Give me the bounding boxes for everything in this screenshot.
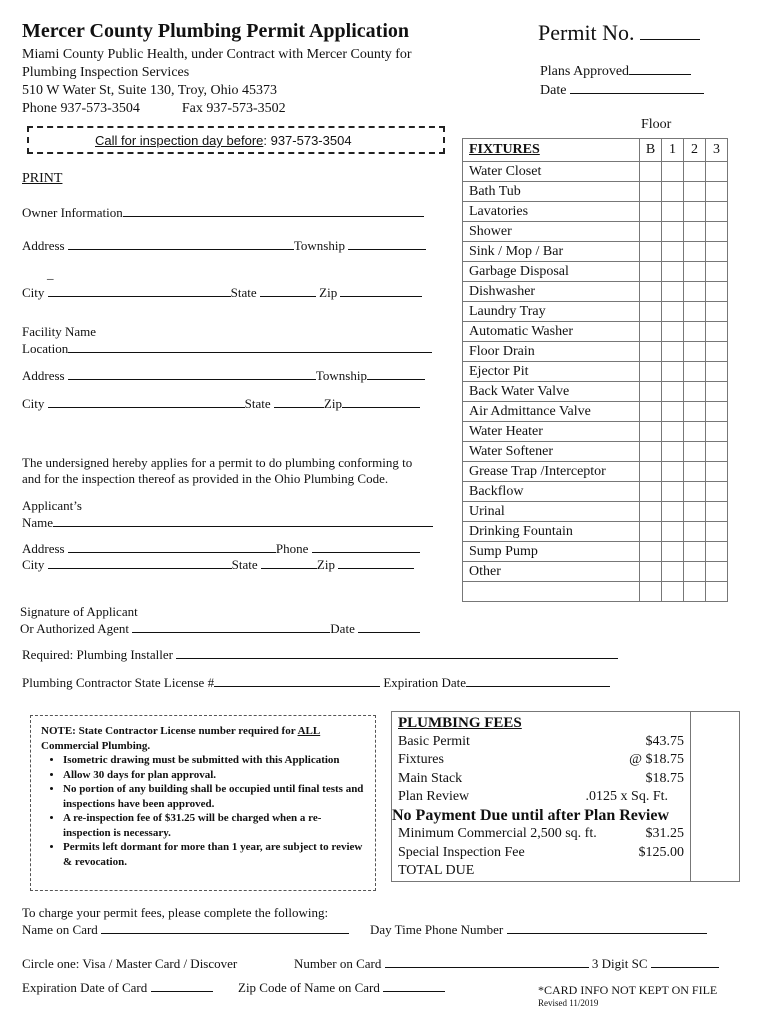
fixture-count-cell[interactable] <box>684 262 706 282</box>
fixture-count-cell[interactable] <box>684 582 706 602</box>
fixture-name: Water Softener <box>463 442 640 462</box>
fixture-name: Urinal <box>463 502 640 522</box>
fixture-name: Drinking Fountain <box>463 522 640 542</box>
fixture-count-cell[interactable] <box>662 402 684 422</box>
fixture-row <box>463 522 728 542</box>
license-expiration-field[interactable] <box>466 675 610 687</box>
fixture-name: Grease Trap /Interceptor <box>463 462 640 482</box>
fixture-count-cell[interactable] <box>640 402 662 422</box>
fixture-row <box>463 242 728 262</box>
note-bullet: • A re-inspection fee of $31.25 will be charged when a re-inspection is necessary. <box>63 811 367 840</box>
fixture-row <box>463 502 728 522</box>
fixture-name: Sink / Mop / Bar <box>463 242 640 262</box>
owner-info-row: Owner Information <box>22 205 424 221</box>
fixture-row <box>463 282 728 302</box>
facility-city-field[interactable] <box>48 396 245 408</box>
fixture-count-cell[interactable] <box>706 582 728 602</box>
floor-label: Floor <box>641 117 672 132</box>
fixture-count-cell[interactable] <box>640 322 662 342</box>
fixtures-header-row <box>463 139 728 162</box>
fixture-name: Garbage Disposal <box>463 262 640 282</box>
fixture-count-cell[interactable] <box>662 162 684 182</box>
facility-zip-field[interactable] <box>342 396 420 408</box>
fixture-count-cell[interactable] <box>706 522 728 542</box>
fixture-row <box>463 582 728 602</box>
fixture-count-cell[interactable] <box>640 242 662 262</box>
floor-column-header: B <box>640 139 662 162</box>
fixture-row <box>463 442 728 462</box>
day-phone-field[interactable] <box>507 922 707 934</box>
fee-plan-review: Plan Review .0125 x Sq. Ft. <box>398 789 668 804</box>
fixture-name <box>463 582 640 602</box>
license-field[interactable] <box>214 675 380 687</box>
fixture-count-cell[interactable] <box>662 302 684 322</box>
fixture-count-cell[interactable] <box>684 442 706 462</box>
signature-field[interactable] <box>132 621 330 633</box>
applicant-phone-field[interactable] <box>312 541 420 553</box>
fixture-count-cell[interactable] <box>662 522 684 542</box>
applicant-name-field[interactable] <box>53 515 433 527</box>
fixture-name: Sump Pump <box>463 542 640 562</box>
fixture-count-cell[interactable] <box>684 562 706 582</box>
fixture-count-cell[interactable] <box>640 482 662 502</box>
fixture-row <box>463 402 728 422</box>
facility-township-field[interactable] <box>367 368 425 380</box>
license-row: Plumbing Contractor State License # Expiration Date <box>22 675 610 691</box>
fixture-count-cell[interactable] <box>662 542 684 562</box>
approval-date: Date <box>540 82 704 99</box>
fixture-count-cell[interactable] <box>662 282 684 302</box>
fixture-count-cell[interactable] <box>684 462 706 482</box>
fixture-count-cell[interactable] <box>640 282 662 302</box>
note-box: NOTE: State Contractor License number required for ALL Commercial Plumbing. • Isometric drawing must be submitted with this Application • Allow 30 days for plan approval. • No portion of any building shall be occupied until final tests and inspections have been approved. • A re-inspection fee of $31.25 will be charged when a re-inspection is necessary. • Permits left dormant for more than 1 year, are subject to review & revocation. <box>30 715 376 891</box>
total-due: TOTAL DUE <box>398 863 475 878</box>
fixture-count-cell[interactable] <box>706 402 728 422</box>
fixture-count-cell[interactable] <box>662 562 684 582</box>
applicant-address-row: Address Phone <box>22 541 420 557</box>
fees-header: PLUMBING FEES <box>398 715 522 731</box>
facility-location-field[interactable] <box>68 341 432 353</box>
note-bullet: • Permits left dormant for more than 1 year, are subject to review & revocation. <box>63 840 367 869</box>
fixture-count-cell[interactable] <box>706 382 728 402</box>
fixture-count-cell[interactable] <box>684 222 706 242</box>
fee-basic-permit: Basic Permit $43.75 <box>398 733 684 749</box>
note-bullet: • Allow 30 days for plan approval. <box>63 768 367 783</box>
note-bullet: • No portion of any building shall be occupied until final tests and inspections have been approved. <box>63 782 367 811</box>
fixture-row <box>463 462 728 482</box>
fixture-count-cell[interactable] <box>684 522 706 542</box>
signature-date-field[interactable] <box>358 621 420 633</box>
fixture-count-cell[interactable] <box>684 362 706 382</box>
applicant-zip-field[interactable] <box>338 557 414 569</box>
facility-city-row: City State Zip <box>22 396 420 412</box>
fixture-count-cell[interactable] <box>640 462 662 482</box>
dash: _ <box>47 266 54 281</box>
fixture-count-cell[interactable] <box>640 382 662 402</box>
fixture-count-cell[interactable] <box>706 162 728 182</box>
fixture-row <box>463 222 728 242</box>
fixture-count-cell[interactable] <box>662 422 684 442</box>
note-bullet: • Isometric drawing must be submitted with this Application <box>63 753 367 768</box>
fixture-count-cell[interactable] <box>706 302 728 322</box>
fixture-count-cell[interactable] <box>662 482 684 502</box>
fixture-count-cell[interactable] <box>706 422 728 442</box>
fixture-count-cell[interactable] <box>706 502 728 522</box>
fixture-row <box>463 422 728 442</box>
fixture-count-cell[interactable] <box>662 462 684 482</box>
fixture-name: Dishwasher <box>463 282 640 302</box>
fixture-count-cell[interactable] <box>662 202 684 222</box>
owner-city-field[interactable] <box>48 285 231 297</box>
fixture-row <box>463 362 728 382</box>
floor-column-header: 1 <box>662 139 684 162</box>
fixture-count-cell[interactable] <box>706 322 728 342</box>
facility-address-row: Address Township <box>22 368 425 384</box>
fixture-count-cell[interactable] <box>640 362 662 382</box>
declaration: The undersigned hereby applies for a permit to do plumbing conforming to and for the inspection thereof as provided in the Ohio Plumbing Code. <box>22 455 413 486</box>
name-on-card-row: Name on Card <box>22 922 349 938</box>
fixture-count-cell[interactable] <box>640 442 662 462</box>
fixture-count-cell[interactable] <box>662 442 684 462</box>
fixtures-table <box>462 138 728 602</box>
fixture-count-cell[interactable] <box>640 562 662 582</box>
facility-address-field[interactable] <box>68 368 316 380</box>
fixture-count-cell[interactable] <box>662 382 684 402</box>
floor-column-header: 2 <box>684 139 706 162</box>
fixture-count-cell[interactable] <box>662 322 684 342</box>
fixture-count-cell[interactable] <box>640 162 662 182</box>
fixture-count-cell[interactable] <box>706 202 728 222</box>
fixture-count-cell[interactable] <box>706 562 728 582</box>
fixture-count-cell[interactable] <box>662 222 684 242</box>
fixture-count-cell[interactable] <box>684 322 706 342</box>
fixture-row <box>463 302 728 322</box>
call-inspection-box: Call for inspection day before: 937-573-3504 <box>27 126 445 154</box>
note-list <box>41 753 367 869</box>
fixture-row <box>463 202 728 222</box>
fixture-count-cell[interactable] <box>640 302 662 322</box>
fixture-name: Ejector Pit <box>463 362 640 382</box>
fixture-count-cell[interactable] <box>706 442 728 462</box>
fixture-count-cell[interactable] <box>684 202 706 222</box>
approval-date-field[interactable] <box>570 82 704 94</box>
security-code-field[interactable] <box>651 956 719 968</box>
fixture-count-cell[interactable] <box>684 342 706 362</box>
fixture-count-cell[interactable] <box>684 282 706 302</box>
fee-main-stack: Main Stack $18.75 <box>398 770 684 786</box>
plans-approved: Plans Approved <box>540 63 691 80</box>
fixture-count-cell[interactable] <box>640 582 662 602</box>
fixture-count-cell[interactable] <box>706 262 728 282</box>
fixture-row <box>463 322 728 342</box>
fixture-count-cell[interactable] <box>640 422 662 442</box>
card-expiration-field[interactable] <box>151 980 213 992</box>
owner-info-field[interactable] <box>123 205 424 217</box>
applicant-city-field[interactable] <box>48 557 232 569</box>
fixture-count-cell[interactable] <box>662 362 684 382</box>
fixture-count-cell[interactable] <box>662 582 684 602</box>
fixture-count-cell[interactable] <box>662 262 684 282</box>
fixture-name: Shower <box>463 222 640 242</box>
org-info: Miami County Public Health, under Contract with Mercer County for Plumbing Inspection Services 510 W Water St, Suite 130, Troy, Ohio 45373 Phone 937-573-3504 Fax 937-573-3502 <box>22 47 412 116</box>
fixture-count-cell[interactable] <box>706 482 728 502</box>
name-on-card-field[interactable] <box>101 922 349 934</box>
permit-no-label: Permit No. <box>538 20 700 46</box>
fees-table <box>391 711 740 882</box>
no-payment-note: No Payment Due until after Plan Review <box>392 806 669 824</box>
fixture-row <box>463 482 728 502</box>
fixtures-header: FIXTURES <box>463 139 640 162</box>
fixture-count-cell[interactable] <box>640 182 662 202</box>
fixture-count-cell[interactable] <box>706 342 728 362</box>
owner-zip-field[interactable] <box>340 285 422 297</box>
fee-amount-column[interactable] <box>691 712 740 882</box>
fixture-row <box>463 342 728 362</box>
fixture-row <box>463 162 728 182</box>
fixture-name: Automatic Washer <box>463 322 640 342</box>
fixture-count-cell[interactable] <box>684 422 706 442</box>
card-number-field[interactable] <box>385 956 589 968</box>
fixture-name: Other <box>463 562 640 582</box>
card-type-options[interactable]: Circle one: Visa / Master Card / Discover <box>22 956 238 971</box>
fixture-count-cell[interactable] <box>640 522 662 542</box>
fixture-count-cell[interactable] <box>706 242 728 262</box>
fixture-count-cell[interactable] <box>662 502 684 522</box>
card-zip-row: Zip Code of Name on Card <box>238 980 445 996</box>
card-number-row: Number on Card 3 Digit SC <box>294 956 719 972</box>
fixture-name: Laundry Tray <box>463 302 640 322</box>
installer-row: Required: Plumbing Installer <box>22 647 618 663</box>
fixture-name: Bath Tub <box>463 182 640 202</box>
payment-intro: To charge your permit fees, please complete the following: <box>22 905 329 920</box>
plans-approved-field[interactable] <box>629 63 691 75</box>
floor-column-header: 3 <box>706 139 728 162</box>
fee-min-commercial: Minimum Commercial 2,500 sq. ft. $31.25 <box>398 826 684 841</box>
fixture-name: Back Water Valve <box>463 382 640 402</box>
fixture-row <box>463 542 728 562</box>
applicant-address-field[interactable] <box>68 541 276 553</box>
fixture-row <box>463 182 728 202</box>
owner-state-field[interactable] <box>260 285 316 297</box>
fixture-row <box>463 562 728 582</box>
fixture-count-cell[interactable] <box>684 302 706 322</box>
owner-address-field[interactable] <box>68 238 294 250</box>
facility-state-field[interactable] <box>274 396 324 408</box>
fixture-count-cell[interactable] <box>640 502 662 522</box>
fixture-count-cell[interactable] <box>684 502 706 522</box>
fixture-count-cell[interactable] <box>662 182 684 202</box>
fixture-count-cell[interactable] <box>684 402 706 422</box>
fixture-count-cell[interactable] <box>662 342 684 362</box>
owner-township-field[interactable] <box>348 238 426 250</box>
fixture-row <box>463 382 728 402</box>
revised-date: Revised 11/2019 <box>538 998 599 1008</box>
applicant-name-row: Applicant’s Name <box>22 497 433 531</box>
fixture-count-cell[interactable] <box>640 262 662 282</box>
permit-no-field[interactable] <box>640 28 700 40</box>
fixture-count-cell[interactable] <box>706 362 728 382</box>
form-title: Mercer County Plumbing Permit Application <box>22 20 410 42</box>
fixture-count-cell[interactable] <box>706 542 728 562</box>
fixture-name: Water Closet <box>463 162 640 182</box>
installer-field[interactable] <box>176 647 618 659</box>
print-heading: PRINT <box>22 171 63 186</box>
fixture-name: Floor Drain <box>463 342 640 362</box>
applicant-state-field[interactable] <box>261 557 317 569</box>
fixture-count-cell[interactable] <box>706 182 728 202</box>
fixture-name: Air Admittance Valve <box>463 402 640 422</box>
fixture-count-cell[interactable] <box>684 162 706 182</box>
fixture-count-cell[interactable] <box>640 542 662 562</box>
fixture-count-cell[interactable] <box>684 182 706 202</box>
fixture-row <box>463 262 728 282</box>
fixture-count-cell[interactable] <box>706 222 728 242</box>
fee-special-inspection: Special Inspection Fee $125.00 <box>398 844 684 860</box>
card-zip-field[interactable] <box>383 980 445 992</box>
fixture-name: Water Heater <box>463 422 640 442</box>
day-phone-row: Day Time Phone Number <box>370 922 707 938</box>
owner-address-row: Address Township <box>22 238 426 254</box>
fixture-count-cell[interactable] <box>684 542 706 562</box>
fixture-count-cell[interactable] <box>684 382 706 402</box>
fixture-count-cell[interactable] <box>640 222 662 242</box>
card-info-note: *CARD INFO NOT KEPT ON FILE <box>538 983 718 997</box>
card-expiration-row: Expiration Date of Card <box>22 980 213 996</box>
fixture-count-cell[interactable] <box>640 202 662 222</box>
facility-row: Facility Name Location <box>22 323 432 357</box>
fixture-count-cell[interactable] <box>684 242 706 262</box>
fixture-count-cell[interactable] <box>706 462 728 482</box>
fixture-name: Backflow <box>463 482 640 502</box>
signature-row: Signature of Applicant Or Authorized Agent Date <box>20 603 420 637</box>
fee-fixtures: Fixtures @ $18.75 <box>398 752 684 767</box>
applicant-city-row: City State Zip <box>22 557 414 573</box>
fixture-count-cell[interactable] <box>706 282 728 302</box>
fixture-count-cell[interactable] <box>684 482 706 502</box>
fixture-count-cell[interactable] <box>640 342 662 362</box>
owner-city-row: City State Zip <box>22 285 422 301</box>
fixture-name: Lavatories <box>463 202 640 222</box>
fixture-count-cell[interactable] <box>662 242 684 262</box>
